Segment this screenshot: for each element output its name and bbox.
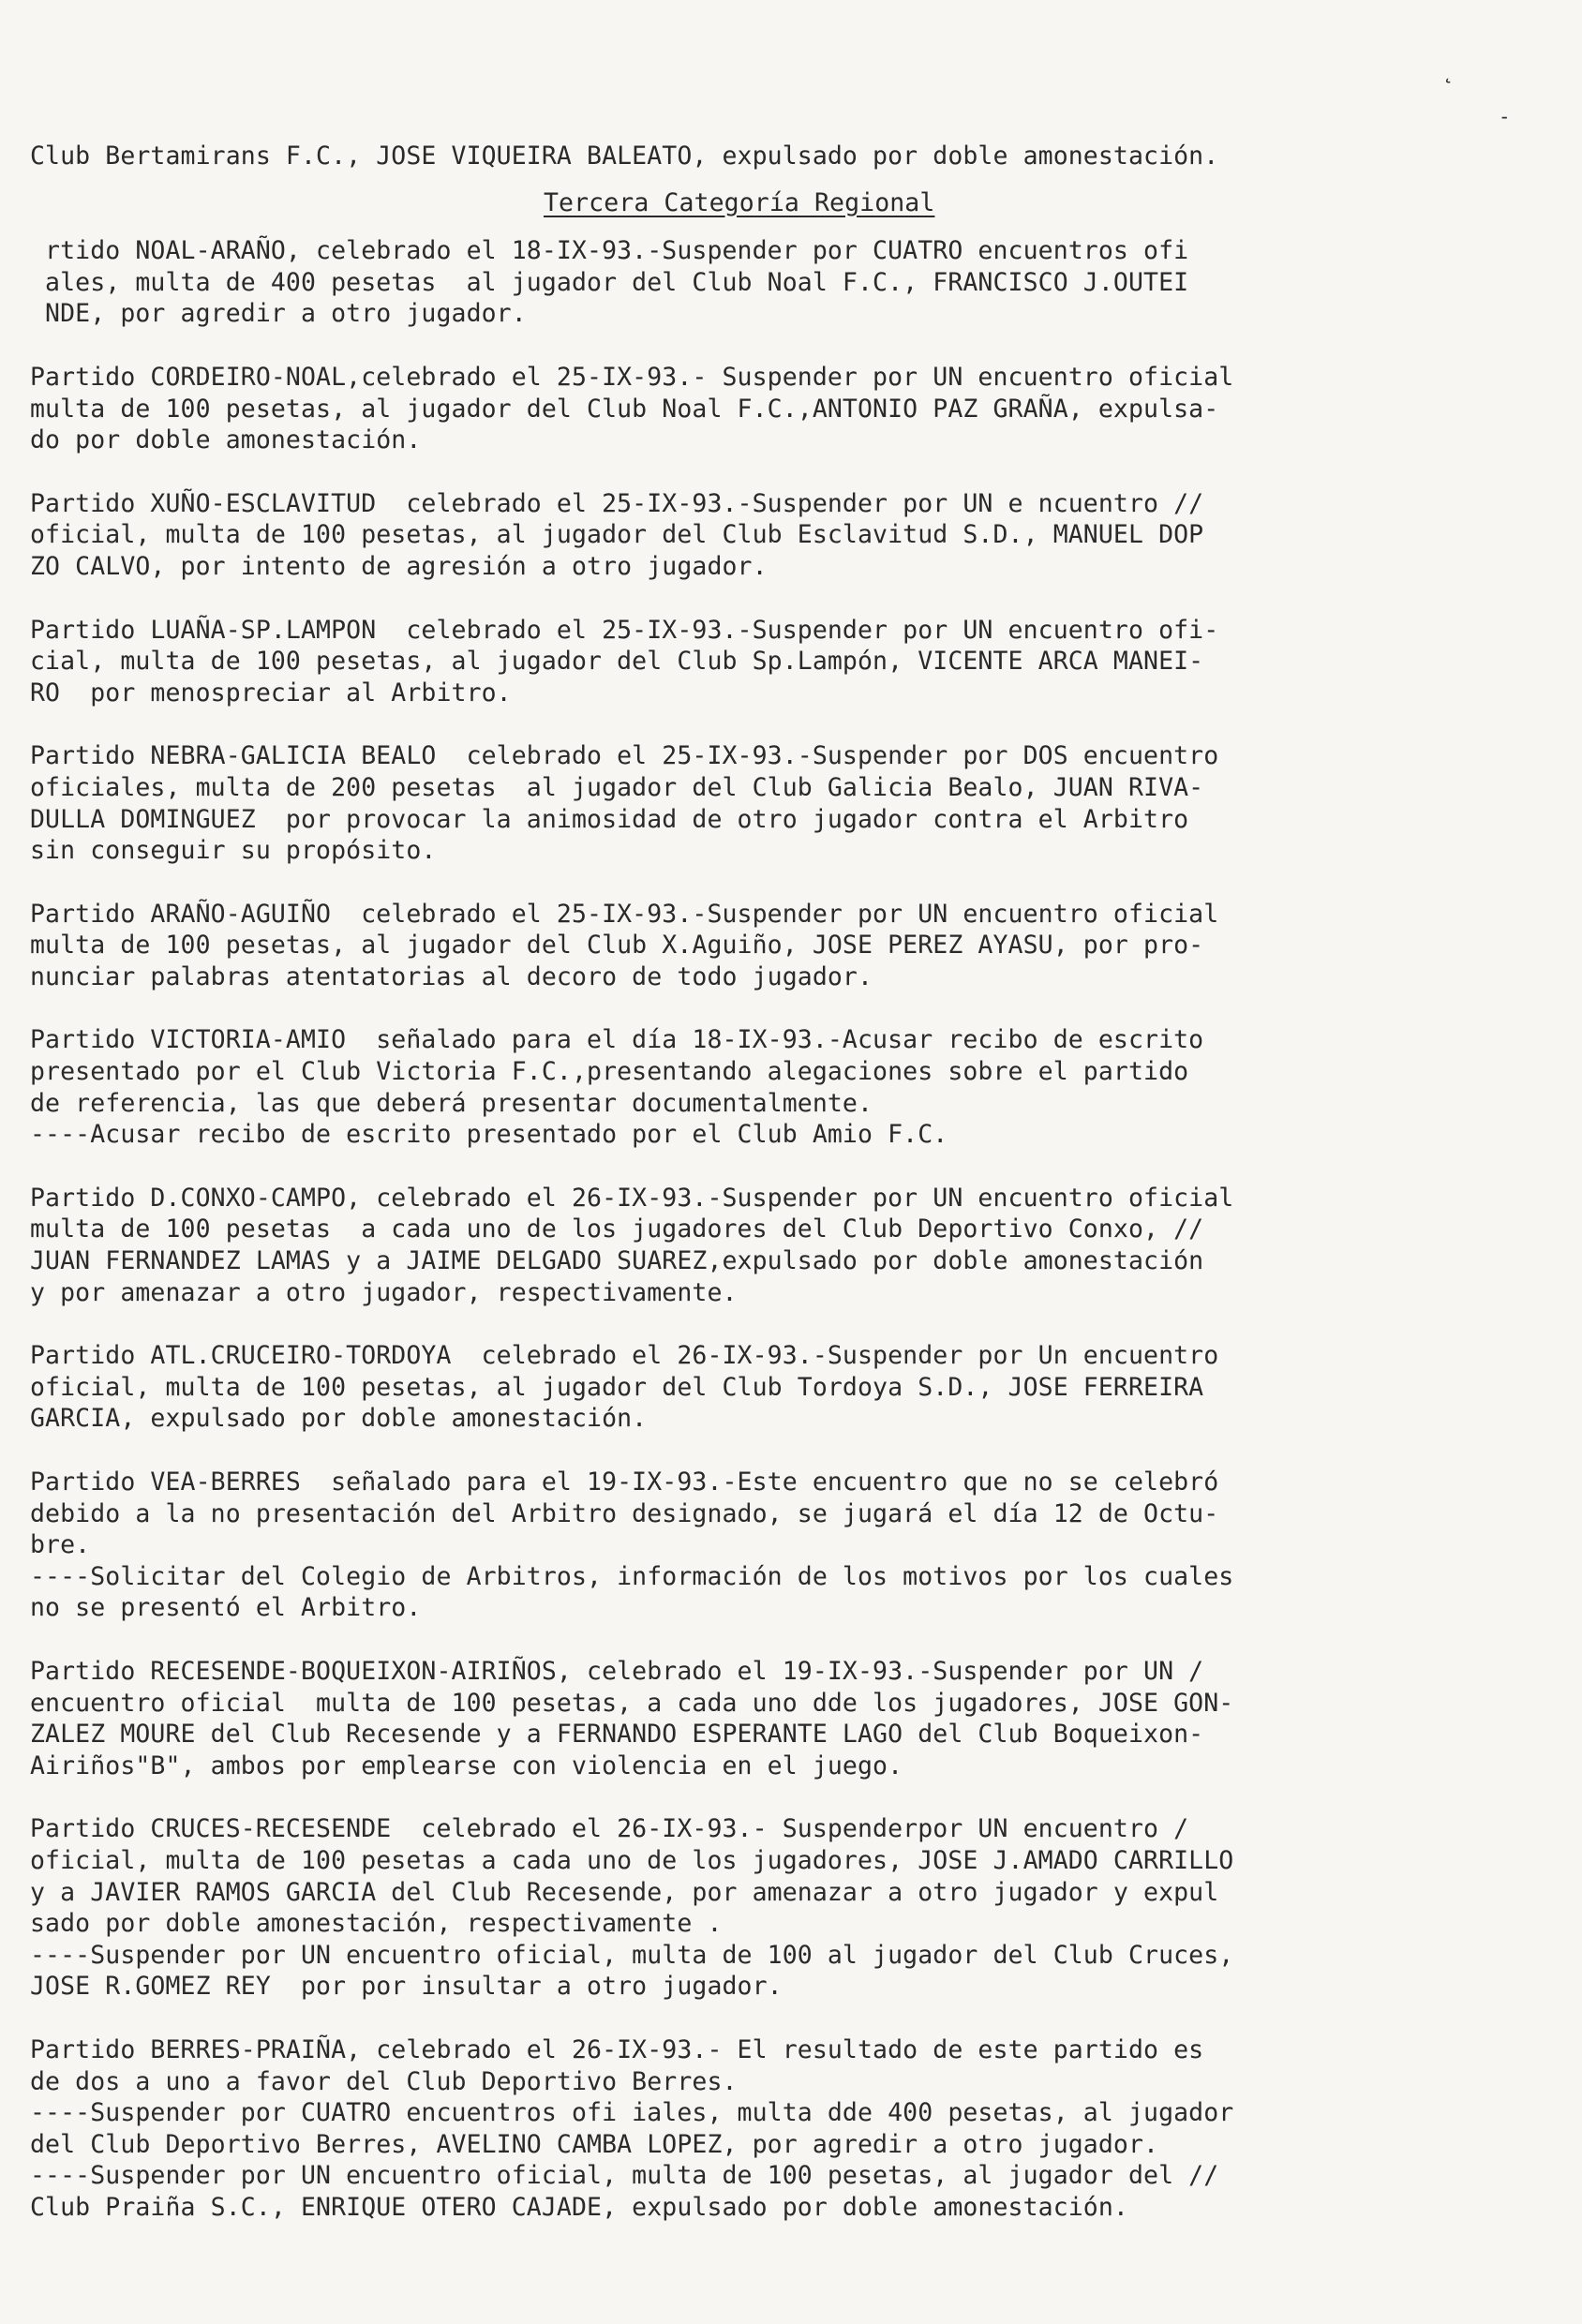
paragraph [30,1656,1548,1781]
paragraph-line: Partido VICTORIA-AMIO señalado para el día 18-IX-93.-Acusar recibo de escrito [30,1025,1204,1055]
paragraph-line: sin conseguir su propósito. [30,836,437,866]
paragraph-line: Partido D.CONXO-CAMPO, celebrado el 26-IX-93.-Suspender por UN encuentro oficial [30,1183,1234,1213]
paragraph-gap [30,1435,1548,1467]
paragraph-line: ales, multa de 400 pesetas al jugador del Club Noal F.C., FRANCISCO J.OUTEI [30,267,1189,297]
section-heading: Tercera Categoría Regional [544,187,935,217]
paragraph [30,1467,1548,1624]
paragraph-gap [30,1308,1548,1340]
paragraph-line: DULLA DOMINGUEZ por provocar la animosidad de otro jugador contra el Arbitro [30,804,1189,834]
paragraph-line: Partido CORDEIRO-NOAL,celebrado el 25-IX-93.- Suspender por UN encuentro oficial [30,362,1234,392]
paragraph-line: oficial, multa de 100 pesetas, al jugador del Club Esclavitud S.D., MANUEL DOP [30,520,1204,550]
paragraph-line: JUAN FERNANDEZ LAMAS y a JAIME DELGADO SUAREZ,expulsado por doble amonestación [30,1246,1204,1276]
paragraph [30,615,1548,709]
paragraph-gap [30,2003,1548,2034]
paragraph-line: do por doble amonestación. [30,425,422,455]
paragraph-line: Partido RECESENDE-BOQUEIXON-AIRIÑOS, celebrado el 19-IX-93.-Suspender por UN / [30,1656,1204,1686]
ink-mark: ˛ [1441,58,1455,84]
paragraph-line: Partido ATL.CRUCEIRO-TORDOYA celebrado el 26-IX-93.-Suspender por Un encuentro [30,1341,1219,1371]
paragraph-line: ----Suspender por UN encuentro oficial, multa de 100 al jugador del Club Cruces, [30,1940,1234,1970]
paragraph-line: debido a la no presentación del Arbitro designado, se jugará el día 12 de Octu- [30,1498,1219,1528]
paragraph-line: del Club Deportivo Berres, AVELINO CAMBA LOPEZ, por agredir a otro jugador. [30,2129,1159,2159]
paragraph-line: multa de 100 pesetas, al jugador del Club Noal F.C.,ANTONIO PAZ GRAÑA, expulsa- [30,394,1219,424]
paragraph-line: presentado por el Club Victoria F.C.,presentando alegaciones sobre el partido [30,1057,1189,1087]
paragraph-line: GARCIA, expulsado por doble amonestación. [30,1404,648,1434]
paragraph-line: Partido ARAÑO-AGUIÑO celebrado el 25-IX-93.-Suspender por UN encuentro oficial [30,899,1219,929]
paragraph-line: NDE, por agredir a otro jugador. [30,299,527,329]
paragraph-line: Partido NEBRA-GALICIA BEALO celebrado el 25-IX-93.-Suspender por DOS encuentro [30,741,1219,771]
paragraph-line: oficial, multa de 100 pesetas a cada uno de los jugadores, JOSE J.AMADO CARRILLO [30,1845,1234,1875]
paragraph-gap [30,992,1548,1024]
paragraph-list [30,218,1548,2223]
paragraph-line: y por amenazar a otro jugador, respectivamente. [30,1277,738,1307]
paragraph [30,488,1548,583]
paragraph-line: bre. [30,1530,91,1560]
paragraph-gap [30,1781,1548,1813]
paragraph-line: nunciar palabras atentatorias al decoro de todo jugador. [30,961,873,991]
paragraph-line: Partido LUAÑA-SP.LAMPON celebrado el 25-IX-93.-Suspender por UN encuentro ofi- [30,615,1219,645]
paragraph-line: rtido NOAL-ARAÑO, celebrado el 18-IX-93.-Suspender por CUATRO encuentros ofi [30,236,1189,266]
paragraph-gap [30,330,1548,362]
paragraph [30,899,1548,993]
paragraph-line: RO por menospreciar al Arbitro. [30,678,512,708]
paragraph-gap [30,867,1548,899]
paragraph-line: multa de 100 pesetas a cada uno de los jugadores del Club Deportivo Conxo, // [30,1214,1204,1244]
paragraph-line: ----Solicitar del Colegio de Arbitros, información de los motivos por los cuales [30,1561,1234,1591]
paragraph-gap [30,456,1548,488]
paragraph [30,235,1548,330]
paragraph-line: Club Praiña S.C., ENRIQUE OTERO CAJADE, expulsado por doble amonestación. [30,2192,1128,2222]
paragraph-gap [30,218,1548,235]
ink-mark: ˗ [1498,103,1512,129]
paragraph [30,1813,1548,2003]
paragraph [30,1340,1548,1435]
paragraph-line: encuentro oficial multa de 100 pesetas, a cada uno dde los jugadores, JOSE GON- [30,1688,1234,1718]
document-body [30,141,1548,2223]
paragraph-line: oficiales, multa de 200 pesetas al jugador del Club Galicia Bealo, JUAN RIVA- [30,772,1204,802]
paragraph [30,1024,1548,1150]
paragraph-line: Partido CRUCES-RECESENDE celebrado el 26-IX-93.- Suspenderpor UN encuentro / [30,1814,1189,1844]
paragraph-line: y a JAVIER RAMOS GARCIA del Club Recesende, por amenazar a otro jugador y expul [30,1877,1219,1907]
paragraph [30,740,1548,866]
paragraph-line: ZO CALVO, por intento de agresión a otro jugador. [30,551,768,581]
paragraph-line: ----Acusar recibo de escrito presentado por el Club Amio F.C. [30,1120,948,1150]
paragraph-line: cial, multa de 100 pesetas, al jugador del Club Sp.Lampón, VICENTE ARCA MANEI- [30,647,1204,677]
paragraph [30,2034,1548,2224]
paragraph-line: de dos a uno a favor del Club Deportivo Berres. [30,2066,738,2096]
paragraph-gap [30,1151,1548,1183]
paragraph-gap [30,1624,1548,1656]
paragraph [30,1183,1548,1308]
paragraph-gap [30,708,1548,740]
paragraph-line: ZALEZ MOURE del Club Recesende y a FERNANDO ESPERANTE LAGO del Club Boqueixon- [30,1720,1204,1750]
paragraph-line: sado por doble amonestación, respectivamente . [30,1909,723,1939]
paragraph-gap [30,583,1548,615]
paragraph-line: oficial, multa de 100 pesetas, al jugador del Club Tordoya S.D., JOSE FERREIRA [30,1372,1204,1402]
header-line: Club Bertamirans F.C., JOSE VIQUEIRA BALEATO, expulsado por doble amonestación. [30,142,1219,171]
paragraph-line: de referencia, las que deberá presentar documentalmente. [30,1088,873,1118]
paragraph-line: Airiños"B", ambos por emplearse con violencia en el juego. [30,1750,903,1780]
paragraph-line: no se presentó el Arbitro. [30,1593,422,1623]
paragraph-line: Partido BERRES-PRAIÑA, celebrado el 26-IX-93.- El resultado de este partido es [30,2034,1204,2064]
paragraph-line: multa de 100 pesetas, al jugador del Club X.Aguiño, JOSE PEREZ AYASU, por pro- [30,931,1204,961]
paragraph [30,362,1548,456]
paragraph-line: Partido VEA-BERRES señalado para el 19-IX-93.-Este encuentro que no se celebró [30,1467,1219,1497]
paragraph-line: JOSE R.GOMEZ REY por por insultar a otro jugador. [30,1972,783,2002]
paragraph-line: ----Suspender por UN encuentro oficial, multa de 100 pesetas, al jugador del // [30,2161,1219,2191]
paragraph-line: ----Suspender por CUATRO encuentros ofi iales, multa dde 400 pesetas, al jugador [30,2098,1234,2128]
paragraph-line: Partido XUÑO-ESCLAVITUD celebrado el 25-IX-93.-Suspender por UN e ncuentro // [30,488,1204,518]
